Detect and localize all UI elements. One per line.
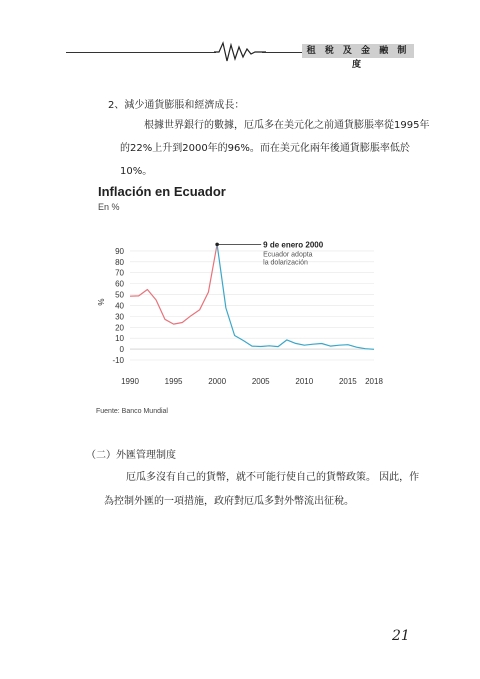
paragraph-line: 的22%上升到2000年的96%。而在美元化兩年後通貨膨脹率低於	[120, 143, 410, 154]
y-tick-label: 70	[115, 268, 124, 278]
x-tick-label: 2018	[365, 377, 383, 386]
annotation-text: la dolarización	[263, 259, 308, 267]
paragraph-line: 根據世界銀行的數據，厄瓜多在美元化之前通貨膨脹率從1995年	[144, 120, 430, 131]
section-paragraph	[120, 114, 430, 183]
y-tick-label: 0	[119, 345, 124, 355]
x-tick-label: 2005	[251, 377, 270, 386]
chart-subtitle: En %	[98, 202, 120, 212]
paragraph-line: 厄瓜多沒有自己的貨幣，就不可能行使自己的貨幣政策。 因此，作	[126, 472, 420, 483]
annotation	[215, 240, 323, 266]
chart-title: Inflación en Ecuador	[98, 184, 226, 199]
x-tick-label: 2010	[295, 377, 314, 386]
page-number: 21	[392, 628, 410, 644]
y-tick-label: 20	[115, 323, 124, 333]
x-tick-label: 2000	[208, 377, 227, 386]
y-axis-label: %	[97, 298, 106, 306]
header-zigzag-ornament	[214, 40, 266, 66]
y-tick-label: -10	[112, 356, 124, 365]
series-lines	[130, 244, 374, 349]
section-heading: 2、減少通貨膨脹和經濟成長：	[108, 100, 245, 111]
x-tick-label: 1995	[164, 377, 183, 386]
header-rule-left	[66, 52, 216, 53]
y-tick-label: 30	[115, 312, 124, 322]
annotation-title: 9 de enero 2000	[263, 240, 324, 250]
y-tick-label: 80	[115, 257, 124, 267]
paragraph-line: 為控制外匯的一項措施，政府對厄瓜多對外幣流出征稅。	[104, 496, 354, 507]
y-tick-label: 10	[115, 334, 124, 344]
running-header-title: 租 稅 及 金 融 制 度	[302, 44, 414, 58]
y-tick-label: 90	[115, 246, 124, 256]
chart-source: Fuente: Banco Mundial	[96, 408, 168, 415]
header-rule-right	[262, 52, 302, 53]
paragraph-line: 10%。	[120, 166, 153, 177]
inflation-chart	[92, 182, 388, 418]
grid-lines	[130, 251, 374, 360]
subsection-heading: （二）外匯管理制度	[86, 450, 176, 461]
x-tick-label: 2015	[338, 377, 357, 386]
y-tick-label: 50	[115, 290, 124, 300]
subsection-paragraph	[104, 466, 420, 514]
annotation-text: Ecuador adopta	[263, 251, 313, 259]
y-tick-labels	[112, 247, 124, 365]
annotation-marker	[215, 243, 219, 247]
x-tick-labels	[121, 377, 383, 386]
y-tick-label: 60	[115, 279, 124, 289]
y-tick-label: 40	[115, 301, 124, 311]
series-line-pre	[130, 244, 217, 324]
x-tick-label: 1990	[121, 377, 139, 386]
